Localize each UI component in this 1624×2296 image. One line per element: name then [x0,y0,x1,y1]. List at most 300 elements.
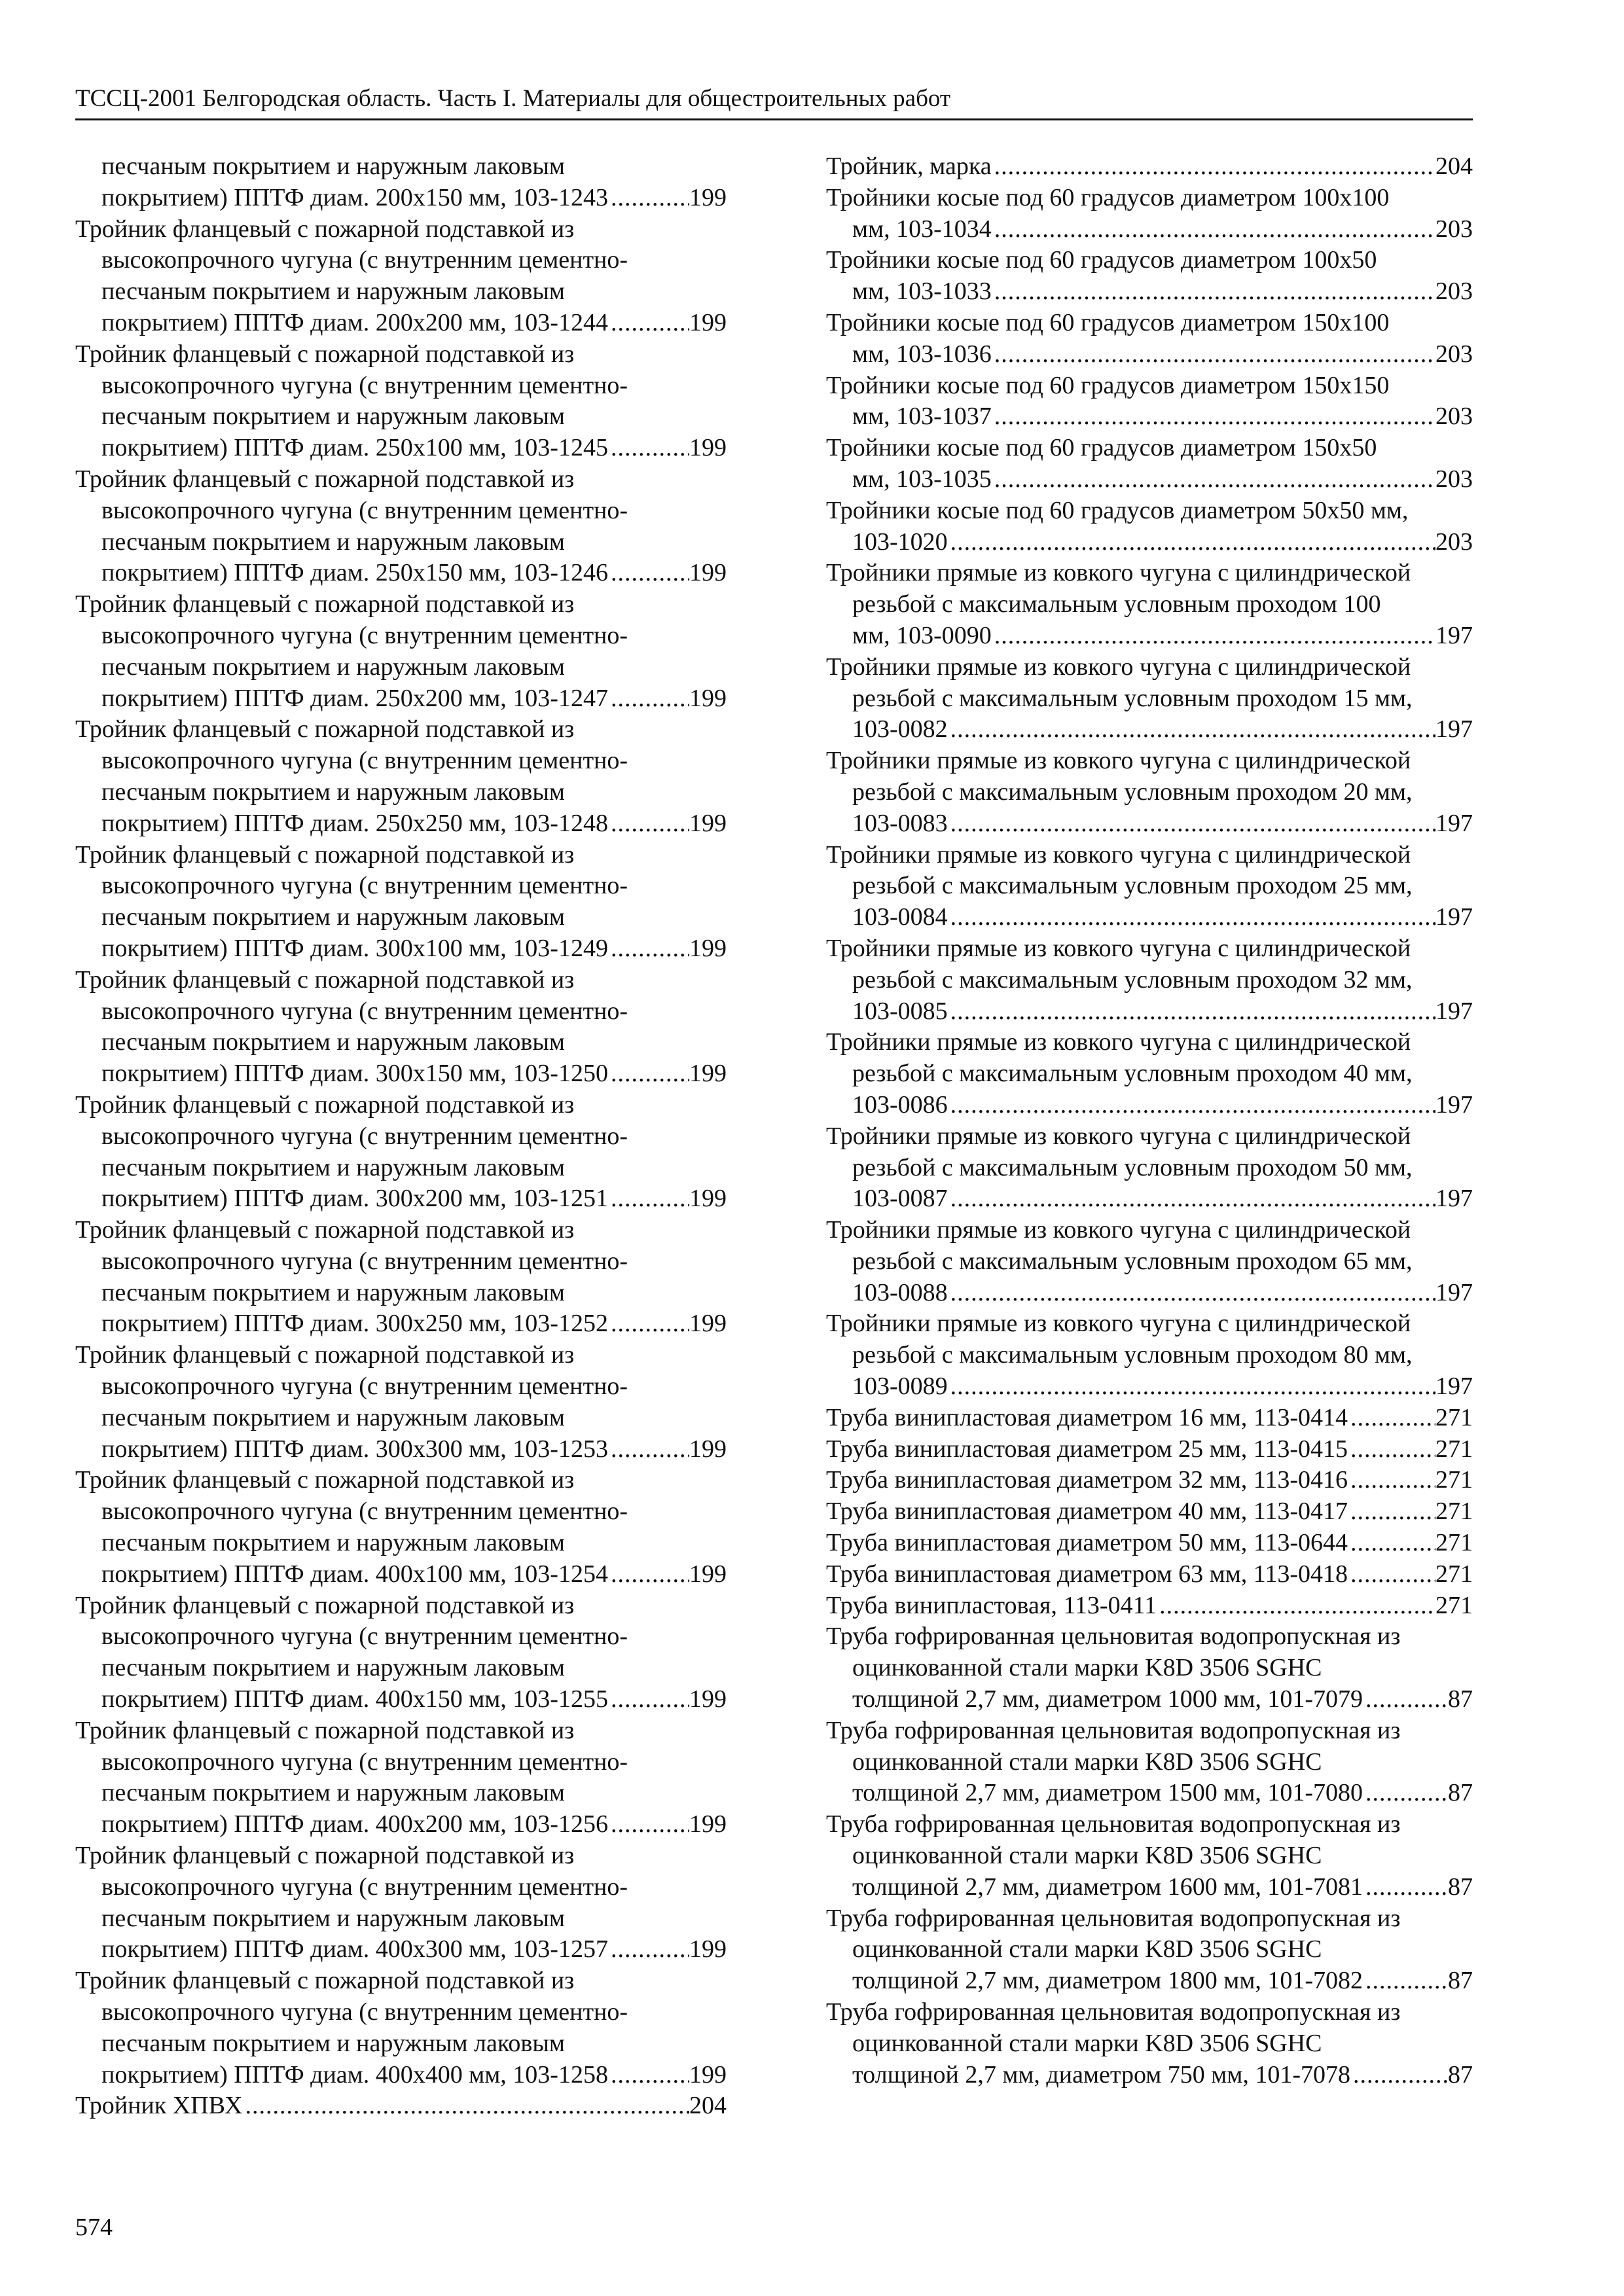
index-entry-text: Тройник фланцевый с пожарной подставкой из [75,1466,575,1494]
index-page-ref: 199 [689,1185,727,1213]
dot-leader [1157,1590,1435,1622]
index-page-ref: 203 [1435,403,1473,431]
index-entry [75,151,727,214]
index-entry-line [826,1434,1473,1465]
index-entry-text: песчаным покрытием и наружным лаковым [101,1779,565,1807]
index-entry-text: высокопрочного чугуна (с внутренним цементно- [101,496,628,524]
index-entry-line [826,151,1473,183]
index-entry-line [826,683,1473,715]
index-page-ref: 199 [689,1935,727,1964]
index-entry-line [826,1872,1473,1903]
index-entry-line [826,1308,1473,1340]
index-entry-line [826,495,1473,527]
index-entry-text: Тройники прямые из ковкого чугуна с цилиндрической [826,1122,1411,1150]
index-column-left [75,151,727,2122]
index-entry-line [826,652,1473,683]
index-entry-text: песчаным покрытием и наружным лаковым [101,2029,565,2057]
index-entry-text: песчаным покрытием и наружным лаковым [101,403,565,431]
index-page-ref: 87 [1448,1685,1473,1713]
index-page-ref: 203 [1435,465,1473,493]
index-entry-text: песчаным покрытием и наружным лаковым [101,778,565,806]
index-entry-line [75,840,727,871]
index-entry [826,245,1473,308]
index-entry [75,1340,727,1465]
index-page-ref: 199 [689,559,727,587]
header-rule [75,118,1473,120]
dot-leader [948,996,1435,1028]
index-entry-line [75,683,727,715]
index-page-ref: 203 [1435,215,1473,243]
index-entry [826,1528,1473,1559]
index-entry-line [75,1872,727,1903]
index-entry-line [75,1778,727,1809]
index-entry-line [826,1778,1473,1809]
index-entry-line [826,183,1473,214]
index-entry-text: покрытием) ППТФ диам. 250x250 мм, 103-1248 [101,809,608,837]
page-number: 574 [75,2214,113,2241]
index-page-ref: 199 [689,1060,727,1088]
dot-leader [608,1434,689,1465]
index-entry-text: Тройники прямые из ковкого чугуна с цилиндрической [826,934,1411,962]
running-header: ТССЦ-2001 Белгородская область. Часть I. Материалы для общестроительных работ [75,85,951,112]
index-entry-text: толщиной 2,7 мм, диаметром 1500 мм, 101-7080 [852,1779,1363,1807]
index-page-ref: 197 [1435,809,1473,837]
index-entry-text: мм, 103-1037 [852,403,992,431]
index-entry [826,183,1473,245]
index-entry-line [75,401,727,433]
index-page-ref: 271 [1435,1529,1473,1557]
index-entry-line [75,1403,727,1434]
index-entry-text: Тройники прямые из ковкого чугуна с цилиндрической [826,559,1411,587]
index-entry-line [826,996,1473,1028]
index-entry-text: Труба гофрированная цельновитая водопропускная из [826,1998,1401,2026]
index-page-ref: 271 [1435,1560,1473,1588]
dot-leader [608,1809,689,1840]
index-entry-text: Тройник фланцевый с пожарной подставкой из [75,840,575,869]
dot-leader [242,2090,689,2122]
index-entry-text: песчаным покрытием и наружным лаковым [101,278,565,306]
index-entry [826,1465,1473,1496]
index-entry-text: резьбой с максимальным условным проходом 100 [852,590,1381,619]
index-entry-text: Тройник фланцевый с пожарной подставкой из [75,1716,575,1744]
index-entry-line [75,1496,727,1528]
index-entry [826,652,1473,745]
dot-leader [608,1308,689,1340]
index-entry-text: 103-0084 [852,903,948,931]
index-entry-text: мм, 103-1035 [852,465,992,493]
index-entry-text: песчаным покрытием и наружным лаковым [101,528,565,556]
index-entry-line [75,2060,727,2091]
index-entry [75,1965,727,2090]
index-entry [75,589,727,714]
index-entry [75,1090,727,1215]
index-entry-text: песчаным покрытием и наружным лаковым [101,903,565,931]
index-entry-text: высокопрочного чугуна (с внутренним цементно- [101,1372,628,1401]
index-entry [826,1590,1473,1622]
index-entry-line [826,1934,1473,1965]
index-entry-text: высокопрочного чугуна (с внутренним цементно- [101,1247,628,1275]
index-entry-text: покрытием) ППТФ диам. 400x150 мм, 103-1255 [101,1685,608,1713]
dot-leader [608,1684,689,1715]
dot-leader [608,2060,689,2091]
dot-leader [992,620,1435,652]
index-entry-text: Тройники косые под 60 градусов диаметром 150x150 [826,371,1390,399]
index-entry-text: резьбой с максимальным условным проходом 20 мм, [852,778,1413,806]
index-entry-line [75,652,727,683]
index-entry-text: высокопрочного чугуна (с внутренним цементно- [101,1748,628,1776]
index-entry-text: 103-0083 [852,809,948,837]
dot-leader [948,808,1435,840]
index-entry [75,2090,727,2122]
index-entry-text: Труба винипластовая диаметром 16 мм, 113-0414 [826,1403,1348,1431]
index-entry-text: толщиной 2,7 мм, диаметром 1800 мм, 101-7082 [852,1967,1363,1995]
index-entry-line [826,339,1473,370]
dot-leader [948,714,1435,745]
index-entry [75,1215,727,1340]
index-entry-line [75,714,727,745]
index-entry-text: Труба винипластовая диаметром 50 мм, 113-0644 [826,1529,1348,1557]
index-entry-line [75,1653,727,1684]
index-entry-line [826,1809,1473,1840]
index-entry-text: резьбой с максимальным условным проходом 32 мм, [852,965,1413,994]
index-entry-line [75,589,727,620]
index-entry-line [826,276,1473,308]
index-entry-text: покрытием) ППТФ диам. 400x400 мм, 103-1258 [101,2060,608,2089]
index-entry-text: Труба винипластовая, 113-0411 [826,1591,1157,1619]
index-entry-line [75,1278,727,1309]
dot-leader [608,933,689,965]
index-entry-line [826,1246,1473,1278]
dot-leader [608,808,689,840]
index-entry-text: оцинкованной стали марки K8D 3506 SGHC [852,1654,1322,1682]
index-page-ref: 204 [689,2092,727,2120]
index-entry-line [826,1090,1473,1121]
index-entry-line [75,1465,727,1496]
index-entry-line [826,433,1473,464]
index-entry [75,339,727,464]
index-entry-text: покрытием) ППТФ диам. 300x200 мм, 103-1251 [101,1185,608,1213]
index-page-ref: 199 [689,183,727,211]
index-entry-line [75,151,727,183]
index-entry-line [826,840,1473,871]
index-entry-line [826,933,1473,965]
index-entry-line [75,1058,727,1090]
index-entry-line [75,777,727,808]
index-entry-line [826,808,1473,840]
index-entry-line [75,339,727,370]
index-entry [826,840,1473,933]
index-entry-text: высокопрочного чугуна (с внутренним цементно- [101,997,628,1025]
index-entry-line [75,495,727,527]
index-page-ref: 271 [1435,1498,1473,1526]
index-entry-text: 103-0086 [852,1090,948,1119]
index-entry-text: резьбой с максимальным условным проходом 40 мм, [852,1060,1413,1088]
index-entry-text: оцинкованной стали марки K8D 3506 SGHC [852,2029,1322,2057]
index-entry-text: покрытием) ППТФ диам. 400x100 мм, 103-1254 [101,1560,608,1588]
index-entry-line [826,464,1473,495]
dot-leader [1363,1684,1448,1715]
index-entry [826,933,1473,1027]
dot-leader [608,1058,689,1090]
index-page-ref: 197 [1435,903,1473,931]
index-entry-line [75,1965,727,1997]
index-entry [826,495,1473,558]
index-entry-line [826,1621,1473,1653]
index-entry-text: Тройник фланцевый с пожарной подставкой из [75,465,575,493]
index-entry-line [75,2028,727,2060]
index-entry-line [826,1058,1473,1090]
index-entry [826,1621,1473,1715]
index-entry-line [826,1840,1473,1872]
index-entry-line [75,1747,727,1778]
index-entry-line [75,1621,727,1653]
index-entry-text: высокопрочного чугуна (с внутренним цементно- [101,1498,628,1526]
index-entry-text: Тройники косые под 60 градусов диаметром 150x100 [826,308,1390,336]
index-entry-line [75,370,727,402]
index-page-ref: 197 [1435,997,1473,1025]
dot-leader [1348,1496,1435,1528]
index-entry-text: Труба гофрированная цельновитая водопропускная из [826,1810,1401,1839]
index-entry [75,1465,727,1590]
index-entry [826,1308,1473,1402]
index-page-ref: 87 [1448,1873,1473,1901]
index-entry-line [826,1590,1473,1622]
index-entry-line [75,745,727,777]
index-page-ref: 199 [689,1810,727,1839]
index-page-ref: 199 [689,1560,727,1588]
index-entry-line [826,1121,1473,1153]
index-entry-line [826,1403,1473,1434]
dot-leader [1348,1465,1435,1496]
index-page-ref: 199 [689,1310,727,1338]
index-entry [826,308,1473,370]
index-entry-line [75,1246,727,1278]
index-entry-line [75,620,727,652]
dot-leader [608,433,689,464]
dot-leader [948,902,1435,933]
dot-leader [1348,1559,1435,1590]
index-entry-line [75,1840,727,1872]
index-entry-text: мм, 103-0090 [852,621,992,649]
index-entry-line [826,777,1473,808]
index-entry-text: песчаным покрытием и наружным лаковым [101,1654,565,1682]
index-entry [826,1215,1473,1308]
index-page-ref: 199 [689,684,727,712]
index-entry-line [826,1027,1473,1058]
index-entry-line [826,1747,1473,1778]
index-entry-text: 103-0088 [852,1278,948,1306]
index-page-ref: 203 [1435,340,1473,368]
index-entry-text: 103-0089 [852,1372,948,1401]
index-entry [75,1715,727,1840]
index-entry-line [826,1153,1473,1184]
index-page-ref: 87 [1448,1779,1473,1807]
index-entry-text: покрытием) ППТФ диам. 300x250 мм, 103-1252 [101,1310,608,1338]
index-entry-line [826,2060,1473,2091]
dot-leader [948,527,1435,558]
index-entry-text: резьбой с максимальным условным проходом 65 мм, [852,1247,1413,1275]
index-entry-text: покрытием) ППТФ диам. 250x100 мм, 103-1245 [101,434,608,462]
index-entry-text: высокопрочного чугуна (с внутренним цементно- [101,621,628,649]
index-entry-text: песчаным покрытием и наружным лаковым [101,152,565,180]
index-entry-line [75,1684,727,1715]
index-entry-line [75,1090,727,1121]
index-page-ref: 199 [689,1435,727,1463]
index-entry-line [75,558,727,589]
index-entry-text: резьбой с максимальным условным проходом 25 мм, [852,872,1413,900]
index-entry-text: Тройники прямые из ковкого чугуна с цилиндрической [826,1216,1411,1244]
index-entry [75,965,727,1090]
index-entry-line [75,808,727,840]
index-entry-text: Тройники косые под 60 градусов диаметром 100x100 [826,183,1390,211]
dot-leader [992,276,1435,308]
index-page-ref: 203 [1435,528,1473,556]
index-entry-text: резьбой с максимальным условным проходом 15 мм, [852,684,1413,712]
index-entry-line [75,245,727,276]
index-entry-text: высокопрочного чугуна (с внутренним цементно- [101,1998,628,2026]
index-page-ref: 197 [1435,1185,1473,1213]
index-page-ref: 87 [1448,2060,1473,2089]
index-entry-text: Труба гофрированная цельновитая водопропускная из [826,1623,1401,1651]
index-entry-line [826,870,1473,902]
index-entry-line [75,1183,727,1215]
index-entry-text: Тройник фланцевый с пожарной подставкой из [75,1341,575,1369]
index-entry [75,714,727,839]
index-entry-text: покрытием) ППТФ диам. 250x200 мм, 103-1247 [101,684,608,712]
index-entry-text: мм, 103-1033 [852,278,992,306]
index-entry-line [826,370,1473,402]
index-entry-text: Тройник ХПВХ [75,2092,243,2120]
index-entry-text: 103-0082 [852,715,948,744]
index-entry-line [826,589,1473,620]
dot-leader [608,183,689,214]
index-entry [826,370,1473,433]
index-entry-line [75,464,727,495]
index-page-ref: 199 [689,308,727,336]
index-entry-text: песчаным покрытием и наружным лаковым [101,1403,565,1431]
index-entry-text: высокопрочного чугуна (с внутренним цементно- [101,872,628,900]
index-entry-text: Тройники косые под 60 градусов диаметром 50x50 мм, [826,496,1409,524]
index-entry-text: Тройники косые под 60 градусов диаметром 100x50 [826,246,1377,274]
index-entry-line [75,1590,727,1622]
index-entry-line [826,1684,1473,1715]
dot-leader [992,214,1435,245]
index-entry-line [826,1340,1473,1371]
dot-leader [608,1559,689,1590]
dot-leader [1363,1872,1448,1903]
index-entry-line [826,1965,1473,1997]
index-entry-text: покрытием) ППТФ диам. 250x150 мм, 103-1246 [101,559,608,587]
dot-leader [1348,1528,1435,1559]
index-entry-text: Тройник фланцевый с пожарной подставкой из [75,1842,575,1870]
index-entry-line [75,1559,727,1590]
index-entry-line [75,1715,727,1747]
dot-leader [948,1278,1435,1309]
index-entry-text: Труба винипластовая диаметром 40 мм, 113-0417 [826,1498,1348,1526]
index-entry-line [826,214,1473,245]
index-entry-line [75,902,727,933]
index-entry-line [75,933,727,965]
index-page-ref: 197 [1435,715,1473,744]
index-entry-text: Тройник фланцевый с пожарной подставкой из [75,1591,575,1619]
index-entry-text: мм, 103-1034 [852,215,992,243]
index-entry-line [826,714,1473,745]
index-page-ref: 271 [1435,1435,1473,1463]
index-entry-text: покрытием) ППТФ диам. 400x200 мм, 103-1256 [101,1810,608,1839]
index-entry-text: песчаным покрытием и наружным лаковым [101,1153,565,1181]
index-entry [826,558,1473,651]
index-entry [826,1997,1473,2090]
index-entry-text: покрытием) ППТФ диам. 200x150 мм, 103-1243 [101,183,608,211]
index-entry-line [75,965,727,996]
index-page-ref: 197 [1435,1090,1473,1119]
index-entry-text: Тройники косые под 60 градусов диаметром 150x50 [826,434,1377,462]
index-entry-text: высокопрочного чугуна (с внутренним цементно- [101,1122,628,1150]
index-entry-text: высокопрочного чугуна (с внутренним цементно- [101,246,628,274]
index-entry-line [75,1153,727,1184]
index-entry-text: Тройник фланцевый с пожарной подставкой из [75,965,575,994]
dot-leader [1363,1778,1448,1809]
index-entry-text: Тройники прямые из ковкого чугуна с цилиндрической [826,1310,1411,1338]
index-entry-line [75,996,727,1028]
dot-leader [608,308,689,339]
index-entry-text: 103-0087 [852,1185,948,1213]
dot-leader [608,1934,689,1965]
index-entry-line [826,745,1473,777]
index-entry [75,1590,727,1715]
index-entry-line [826,1653,1473,1684]
index-entry-text: оцинкованной стали марки K8D 3506 SGHC [852,1842,1322,1870]
index-entry-line [826,558,1473,589]
index-entry-line [75,1434,727,1465]
dot-leader [1350,2060,1448,2091]
index-entry-line [826,1997,1473,2028]
dot-leader [608,558,689,589]
index-entry-text: покрытием) ППТФ диам. 400x300 мм, 103-1257 [101,1935,608,1964]
index-page-ref: 271 [1435,1466,1473,1494]
index-entry [75,840,727,965]
index-entry-line [826,965,1473,996]
index-page-ref: 271 [1435,1403,1473,1431]
index-entry-text: 103-1020 [852,528,948,556]
index-entry-text: оцинкованной стали марки K8D 3506 SGHC [852,1748,1322,1776]
index-page-ref: 199 [689,1685,727,1713]
index-entry-line [826,1559,1473,1590]
index-entry-text: Тройники прямые из ковкого чугуна с цилиндрической [826,653,1411,681]
index-entry-line [826,1465,1473,1496]
index-entry-line [75,1934,727,1965]
index-entry-line [826,1215,1473,1246]
index-entry-text: песчаным покрытием и наружным лаковым [101,1028,565,1056]
index-entry-line [826,1528,1473,1559]
index-entry-text: высокопрочного чугуна (с внутренним цементно- [101,371,628,399]
index-entry-line [826,527,1473,558]
index-page-ref: 204 [1435,152,1473,180]
dot-leader [948,1090,1435,1121]
index-entry-line [75,433,727,464]
index-entry [826,1715,1473,1809]
index-entry-text: покрытием) ППТФ диам. 300x150 мм, 103-1250 [101,1060,608,1088]
index-entry-line [826,1496,1473,1528]
index-entry-text: мм, 103-1036 [852,340,992,368]
index-entry-text: Тройники прямые из ковкого чугуна с цилиндрической [826,1028,1411,1056]
dot-leader [948,1371,1435,1403]
index-entry-line [75,1371,727,1403]
index-entry-line [826,1278,1473,1309]
index-entry-text: Труба винипластовая диаметром 32 мм, 113-0416 [826,1466,1348,1494]
index-entry-line [75,1215,727,1246]
index-entry [826,1121,1473,1215]
